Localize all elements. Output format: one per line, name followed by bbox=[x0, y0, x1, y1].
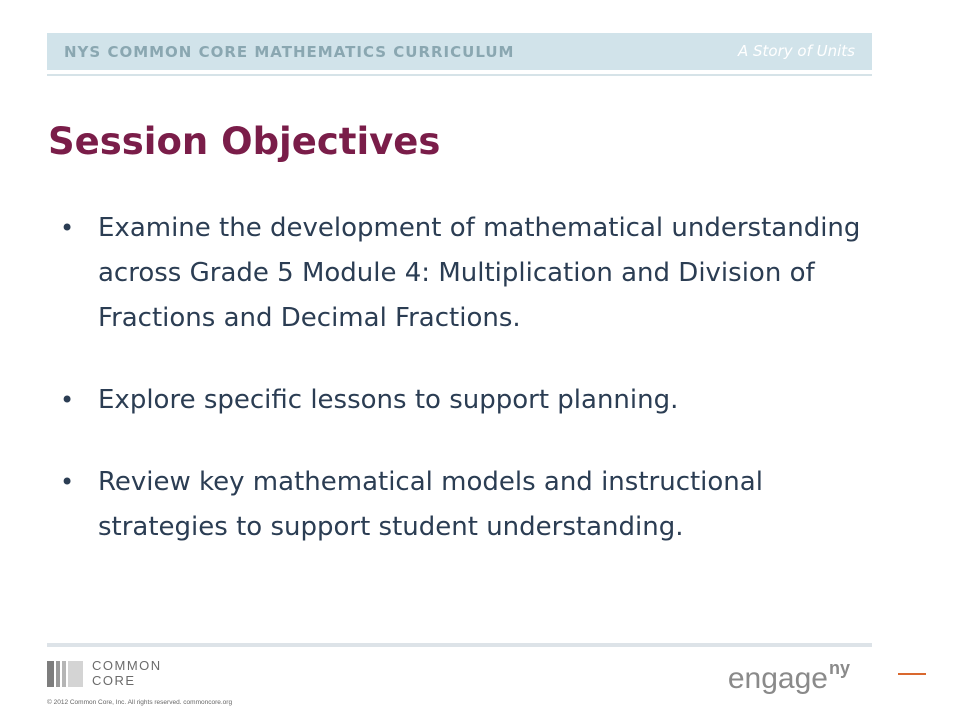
bullet-icon: • bbox=[60, 468, 75, 496]
objective-item bbox=[60, 460, 900, 550]
header-bar bbox=[47, 33, 872, 70]
engage-wordmark: engage bbox=[727, 662, 828, 695]
curriculum-title: NYS COMMON CORE MATHEMATICS CURRICULUM bbox=[64, 43, 515, 61]
objective-text: Examine the development of mathematical understanding across Grade 5 Module 4: Multiplication and Division of Fractions and Decimal Fractions. bbox=[98, 213, 861, 333]
bullet-icon: • bbox=[60, 214, 75, 242]
accent-line bbox=[898, 673, 926, 675]
objectives-list bbox=[60, 206, 900, 550]
logo-line-1: COMMON bbox=[92, 658, 162, 673]
common-core-logo-icon bbox=[47, 661, 83, 687]
objective-item bbox=[60, 378, 900, 423]
logo-line-2: CORE bbox=[92, 673, 136, 688]
engageny-logo bbox=[728, 648, 850, 699]
copyright-notice: © 2012 Common Core, Inc. All rights reserved. commoncore.org bbox=[47, 699, 233, 706]
slide-title: Session Objectives bbox=[48, 120, 441, 163]
header-divider bbox=[47, 74, 872, 76]
ny-wordmark: ny bbox=[828, 658, 850, 678]
objective-text: Review key mathematical models and instructional strategies to support student understanding. bbox=[98, 467, 763, 542]
objective-text: Explore specific lessons to support planning. bbox=[98, 385, 679, 415]
common-core-wordmark bbox=[92, 658, 162, 688]
bullet-icon: • bbox=[60, 386, 75, 414]
objective-item bbox=[60, 206, 900, 341]
series-title: A Story of Units bbox=[738, 42, 855, 60]
footer-divider bbox=[47, 643, 872, 647]
